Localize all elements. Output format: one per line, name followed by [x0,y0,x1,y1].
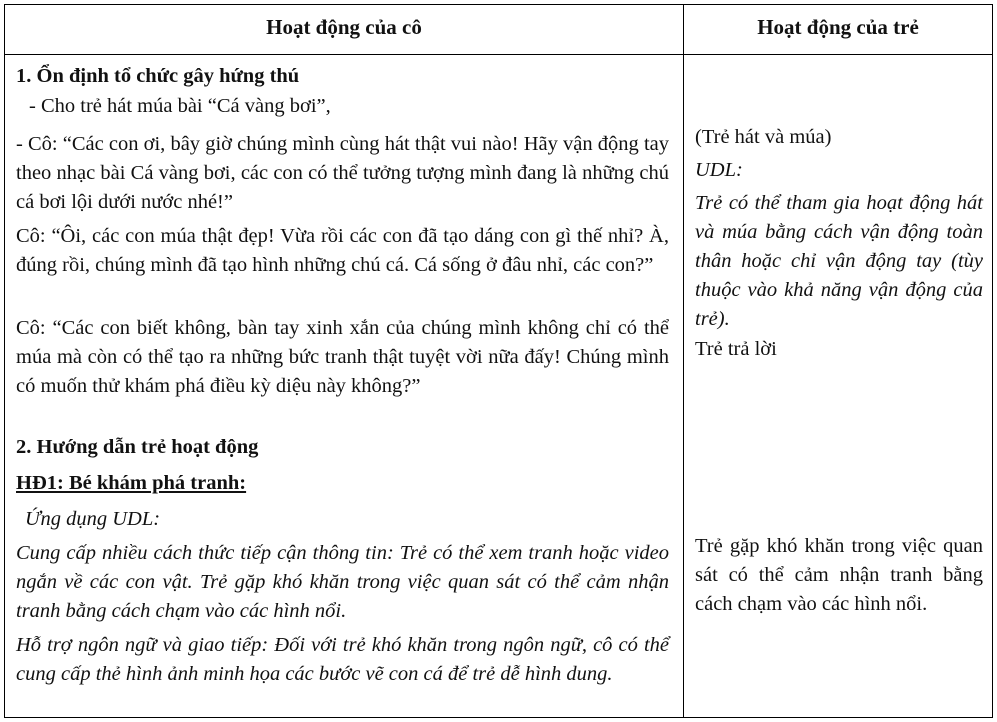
section1-title: 1. Ổn định tổ chức gây hứng thú [16,65,300,87]
udl-label: Ứng dụng UDL: [25,508,161,530]
child-sing-dance: (Trẻ hát và múa) [695,126,832,148]
section2-title: 2. Hướng dẫn trẻ hoạt động [16,436,259,458]
child-udl-text: Trẻ có thể tham gia hoạt động hát và múa bằng cách vận động toàn thân hoặc chỉ vận động tay (tùy thuộc vào khả năng vận động của trẻ). [695,192,983,330]
column-divider [683,5,684,717]
child-udl-label: UDL: [695,159,743,181]
lesson-table [4,4,993,718]
section1-line1: - Cho trẻ hát múa bài “Cá vàng bơi”, [29,95,331,117]
header-divider [5,54,992,55]
header-teacher-activity: Hoạt động của cô [266,15,422,39]
section1-paragraph3: Cô: “Ôi, các con múa thật đẹp! Vừa rồi các con đã tạo dáng con gì thế nhỉ? À, đúng rồi, chúng mình đã tạo hình những chú cá. Cá sống ở đâu nhỉ, các con?” [16,225,669,276]
header-child-activity: Hoạt động của trẻ [757,15,919,39]
section1-paragraph2: - Cô: “Các con ơi, bây giờ chúng mình cùng hát thật vui nào! Hãy vận động tay theo nhạc bài Cá vàng bơi, các con có thể tưởng tượng mình đang là những chú cá bơi lội dưới nước nhé!” [16,133,669,213]
section1-paragraph4: Cô: “Các con biết không, bàn tay xinh xắn của chúng mình không chỉ có thể múa mà còn có thể tạo ra những bức tranh thật tuyệt vời nữa đấy! Chúng mình có muốn thử khám phá điều kỳ diệu này không?” [16,317,669,397]
udl-paragraph2: Hỗ trợ ngôn ngữ và giao tiếp: Đối với trẻ khó khăn trong ngôn ngữ, cô có thể cung cấp thẻ hình ảnh minh họa các bước vẽ con cá để trẻ dễ hình dung. [16,634,669,685]
hd1-title: HĐ1: Bé khám phá tranh: [16,472,247,494]
child-answer: Trẻ trả lời [695,338,777,360]
child-difficulty-text: Trẻ gặp khó khăn trong việc quan sát có thể cảm nhận tranh bằng cách chạm vào các hình nổi. [695,535,983,615]
udl-paragraph1: Cung cấp nhiều cách thức tiếp cận thông tin: Trẻ có thể xem tranh hoặc video ngắn về các con vật. Trẻ gặp khó khăn trong việc quan sát có thể cảm nhận tranh bằng cách chạm vào các hình nổi. [16,542,669,622]
